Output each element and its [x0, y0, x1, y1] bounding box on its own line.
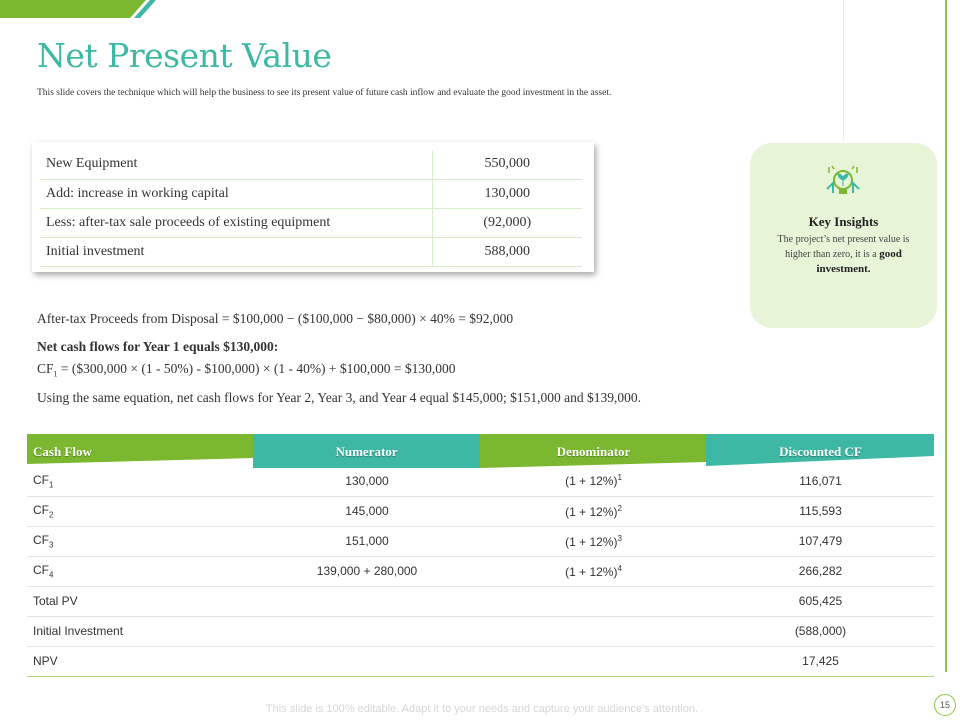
investment-value: 550,000	[432, 150, 582, 179]
table-row	[27, 616, 934, 646]
table-row	[27, 646, 934, 676]
investment-value: 130,000	[432, 179, 582, 208]
cf-label: CF	[33, 562, 49, 577]
discounted-cf-cell: 116,071	[707, 466, 934, 496]
key-insights-title: Key Insights	[808, 214, 879, 229]
discounted-cf-cell: 107,479	[707, 526, 934, 556]
cash-flow-label	[27, 466, 254, 496]
discounted-cf-cell: 115,593	[707, 496, 934, 526]
numerator-cell: 139,000 + 280,000	[254, 556, 480, 586]
denominator-cell	[480, 466, 707, 496]
header-cash-flow: Cash Flow	[33, 444, 92, 459]
right-border-line	[945, 0, 947, 672]
denominator-base: (1 + 12%)	[565, 474, 618, 489]
denominator-base: (1 + 12%)	[565, 564, 618, 579]
investment-label: Initial investment	[40, 237, 432, 266]
denominator-power: 4	[617, 563, 622, 573]
investment-value: 588,000	[432, 237, 582, 266]
year1-heading: Net cash flows for Year 1 equals $130,000:	[37, 339, 279, 354]
table-row	[40, 237, 582, 266]
investment-label: Add: increase in working capital	[40, 179, 432, 208]
page-subtitle: This slide covers the technique which will help the business to see its present value of future cash inflow and evaluate the good investment in the asset.	[37, 88, 612, 98]
denominator-cell	[480, 556, 707, 586]
cf-label: CF	[33, 472, 49, 487]
cash-flow-label	[27, 526, 254, 556]
denominator-power: 3	[617, 533, 622, 543]
year1-formula-subscript: 1	[53, 369, 58, 379]
initial-investment-value: (588,000)	[707, 616, 934, 646]
after-tax-formula: After-tax Proceeds from Disposal = $100,000 − ($100,000 − $80,000) × 40% = $92,000	[37, 311, 514, 326]
investment-label: Less: after-tax sale proceeds of existing equipment	[40, 208, 432, 237]
numerator-cell: 151,000	[254, 526, 480, 556]
numerator-cell: 145,000	[254, 496, 480, 526]
year1-formula-prefix: CF	[37, 361, 54, 376]
key-insights-body: The project’s net present value is higher than zero, it is a	[777, 234, 910, 260]
page-title: Net Present Value	[37, 36, 332, 75]
investment-table	[40, 150, 582, 267]
table-row	[27, 496, 934, 526]
numerator-cell: 130,000	[254, 466, 480, 496]
total-pv-label: Total PV	[27, 586, 254, 616]
discounted-cf-cell: 266,282	[707, 556, 934, 586]
cf-subscript: 1	[49, 479, 54, 489]
year1-formula-rest: = ($300,000 × (1 - 50%) - $100,000) × (1 - 40%) + $100,000 = $130,000	[57, 361, 456, 376]
plant-lightbulb-icon	[823, 163, 863, 203]
cf-subscript: 2	[49, 510, 54, 520]
right-divider-line	[843, 0, 844, 140]
key-insights-emphasis: good investment.	[816, 248, 902, 275]
investment-value: (92,000)	[432, 208, 582, 237]
header-discounted-cf: Discounted CF	[779, 444, 862, 459]
denominator-base: (1 + 12%)	[565, 504, 618, 519]
cf-subscript: 4	[49, 570, 54, 580]
npv-label: NPV	[27, 646, 254, 676]
table-row	[40, 150, 582, 179]
header-denominator: Denominator	[556, 444, 631, 459]
table-row	[27, 586, 934, 616]
cf-label: CF	[33, 532, 49, 547]
cf-subscript: 3	[49, 540, 54, 550]
cash-flow-label	[27, 496, 254, 526]
footer-note: This slide is 100% editable. Adapt it to your needs and capture your audience’s attention.	[265, 703, 699, 715]
same-equation-note: Using the same equation, net cash flows for Year 2, Year 3, and Year 4 equal $145,000; $151,000 and $139,000.	[37, 390, 642, 405]
top-accent-shape	[0, 0, 160, 18]
year1-formula	[37, 361, 456, 379]
table-row	[27, 466, 934, 496]
page-number: 15	[934, 694, 956, 716]
cash-flow-table	[27, 466, 934, 677]
table-row	[40, 179, 582, 208]
denominator-base: (1 + 12%)	[565, 534, 618, 549]
npv-value: 17,425	[707, 646, 934, 676]
table-row	[27, 526, 934, 556]
cf-label: CF	[33, 502, 49, 517]
table-row	[40, 208, 582, 237]
denominator-cell	[480, 526, 707, 556]
key-insights-text	[770, 233, 917, 277]
table-row	[27, 556, 934, 586]
investment-label: New Equipment	[40, 150, 432, 179]
denominator-power: 2	[617, 503, 622, 513]
cash-flow-label	[27, 556, 254, 586]
initial-investment-label: Initial Investment	[27, 616, 254, 646]
denominator-cell	[480, 496, 707, 526]
denominator-power: 1	[617, 473, 622, 483]
total-pv-value: 605,425	[707, 586, 934, 616]
header-numerator: Numerator	[335, 444, 398, 459]
